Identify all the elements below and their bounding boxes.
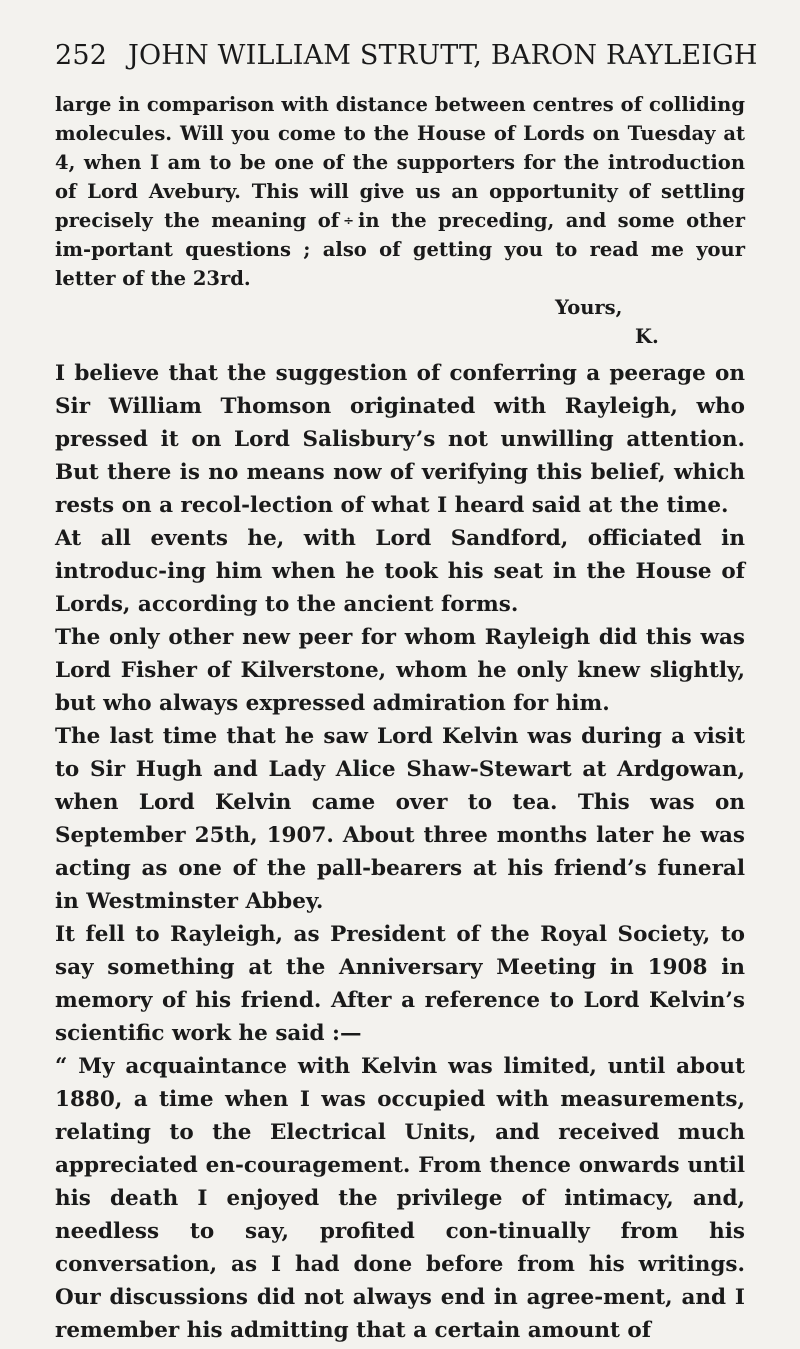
paragraph: “ My acquaintance with Kelvin was limited, until about 1880, a time when I was occupied with measurements, relating to the Electrical Units, and received much appreciated en-couragement. From thence onwards until his death I enjoyed the privilege of intimacy, and, needless to say, profited con-tinually from his conversation, as I had done before from his writings. Our discussions did not always end in agree-ment, and I remember his admitting that a certain amount of	[55, 1054, 745, 1343]
running-head	[55, 40, 758, 71]
running-title: JOHN WILLIAM STRUTT, BARON RAYLEIGH	[127, 40, 758, 71]
letter-paragraph	[55, 90, 745, 293]
letter-signoff	[55, 293, 745, 351]
letter-text-before: large in comparison with distance between centres of colliding molecules. Will you come to the House of Lords on Tuesday at 4, when I am to be one of the supporters for the introduction of Lord Avebury. This will give us an opportunity of settling precisely the meaning of	[55, 93, 745, 232]
quoted-letter	[55, 90, 745, 351]
fraction-symbol: ÷	[343, 214, 355, 229]
text-block	[55, 90, 745, 1347]
paragraph: At all events he, with Lord Sandford, officiated in introduc-ing him when he took his seat in the House of Lords, according to the ancient forms.	[55, 526, 745, 617]
letter-signature: K.	[635, 325, 659, 348]
letter-closing: Yours,	[555, 296, 623, 319]
paragraph: The only other new peer for whom Rayleigh did this was Lord Fisher of Kilverstone, whom he only knew slightly, but who always expressed admiration for him.	[55, 625, 745, 716]
letter-text-after: in the preceding, and some other im-portant questions ; also of getting you to read me your letter of the 23rd.	[55, 209, 745, 290]
paragraph: The last time that he saw Lord Kelvin was during a visit to Sir Hugh and Lady Alice Shaw-Stewart at Ardgowan, when Lord Kelvin came over to tea. This was on September 25th, 1907. About three months later he was acting as one of the pall-bearers at his friend’s funeral in Westminster Abbey.	[55, 724, 745, 914]
page-number: 252	[55, 40, 108, 71]
body-text	[55, 357, 745, 1347]
paragraph: It fell to Rayleigh, as President of the Royal Society, to say something at the Anniversary Meeting in 1908 in memory of his friend. After a reference to Lord Kelvin’s scientific work he said :—	[55, 922, 745, 1046]
paragraph: I believe that the suggestion of conferring a peerage on Sir William Thomson originated with Rayleigh, who pressed it on Lord Salisbury’s not unwilling attention. But there is no means now of verifying this belief, which rests on a recol-lection of what I heard said at the time.	[55, 361, 745, 518]
